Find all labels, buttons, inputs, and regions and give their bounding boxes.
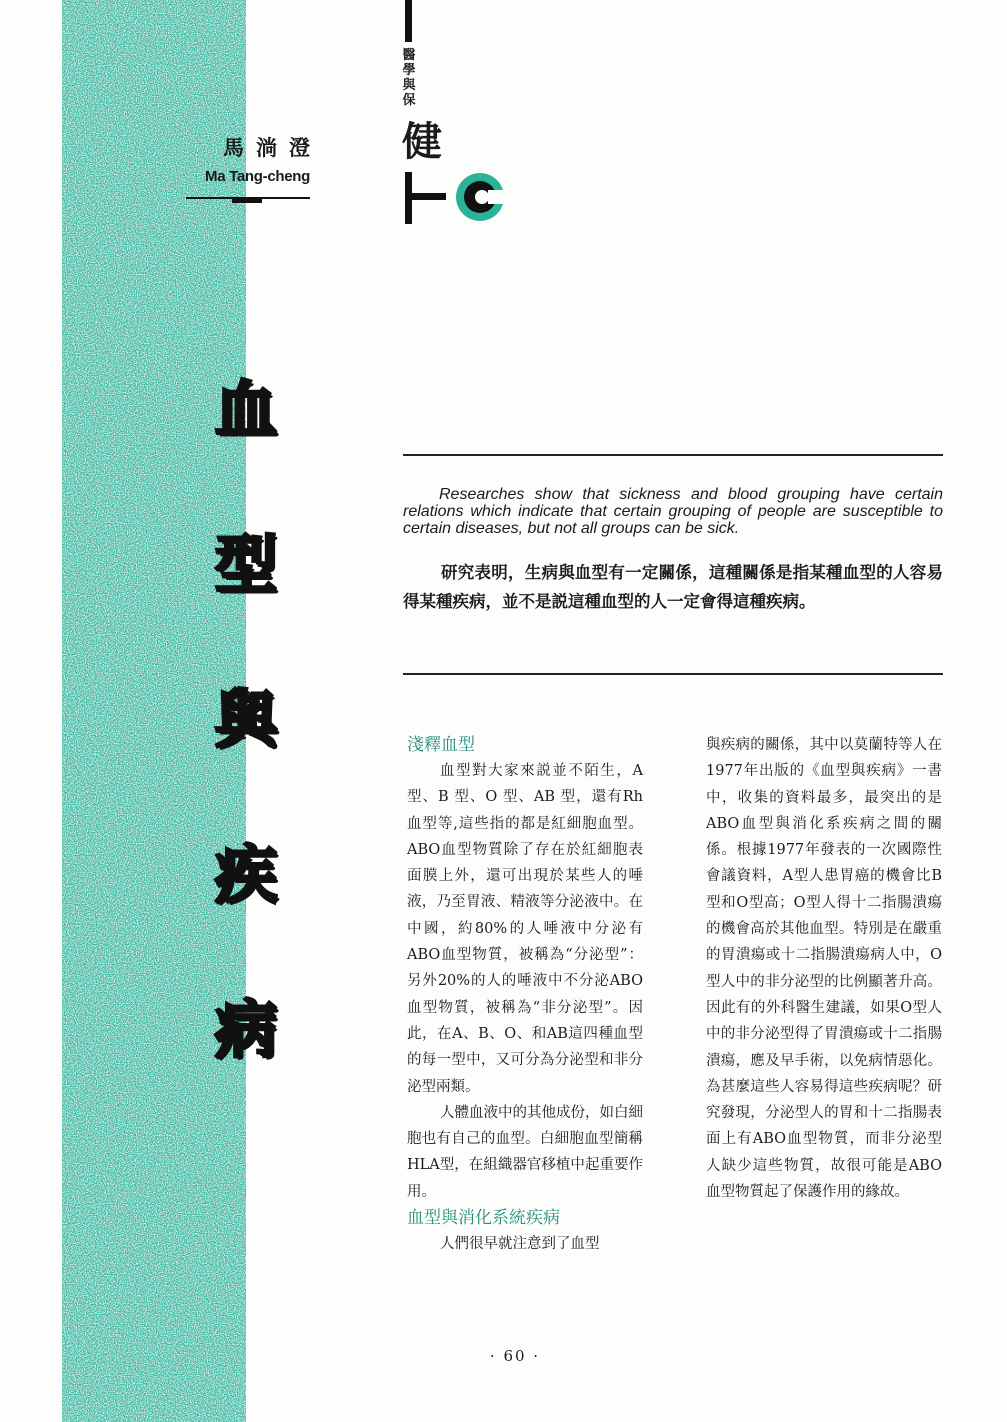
article-title <box>203 340 289 1115</box>
page-number: · 60 · <box>489 1347 541 1365</box>
section-heading: 淺釋血型 <box>407 735 475 755</box>
author-name-chinese: 馬淌澄 <box>223 136 322 160</box>
author-name-english: Ma Tang-cheng <box>205 168 310 185</box>
author-block <box>186 132 322 185</box>
body-paragraph: 人們很早就注意到了血型 <box>440 1236 600 1253</box>
abstract-rule-top <box>403 454 943 456</box>
abstract-rule-bottom <box>403 673 943 675</box>
column-logo <box>400 0 520 230</box>
article-column-right <box>706 732 942 1205</box>
column-name-vertical <box>400 48 418 108</box>
column-name-text: 醫學與保 <box>402 48 416 108</box>
author-underline-tab <box>232 197 262 203</box>
health-logo-mark-icon <box>400 160 520 230</box>
section-heading: 血型與消化系統疾病 <box>407 1208 560 1229</box>
body-paragraph: 與疾病的關係，其中以莫蘭特等人在1977年出版的《血型與疾病》一書中，收集的資料最多，最突出的是ABO血型與消化系疾病之間的關係。根據1977年發表的一次國際性會議資料，A型人患胃癌的機會比B型和O型高；O型人得十二指腸潰瘍的機會高於其他血型。特別是在嚴重的胃潰瘍或十二指腸潰瘍病人中，O型人中的非分泌型的比例顯著升高。因此有的外科醫生建議，如果O型人中的非分泌型得了胃潰瘍或十二指腸潰瘍，應及早手術，以免病情惡化。為甚麼這些人容易得這些疾病呢？研究發現，分泌型人的胃和十二指腸表面上有ABO血型物質，而非分泌型人缺少這些物質，故很可能是ABO血型物質起了保護作用的緣故。 <box>706 737 942 1201</box>
abstract-english-text: Researches show that sickness and blood grouping have certain relations which indicate that certain grouping of people are susceptible to certain diseases, but not all groups can be sick. <box>403 486 943 537</box>
abstract-chinese: 研究表明，生病與血型有一定關係，這種關係是指某種血型的人容易得某種疾病，並不是説這種血型的人一定會得這種疾病。 <box>403 563 943 611</box>
abstract-english <box>403 486 943 537</box>
title-char: 與 <box>214 683 277 756</box>
body-paragraph: 血型對大家來説並不陌生，A 型、B 型、O 型、AB 型，還有Rh血型等,這些指的都是紅細胞血型。ABO血型物質除了存在於紅細胞表面膜上外，還可出現於某些人的唾液，乃至胃液、精液等分泌液中。在中國，約80%的人唾液中分泌有ABO血型物質，被稱為“分泌型”：另外20%的人的唾液中不分泌ABO血型物質，被稱為“非分泌型”。因此，在A、B、O、和AB這四種血型的每一型中，又可分為分泌型和非分泌型兩類。 <box>407 763 643 1095</box>
body-paragraph: 人體血液中的其他成份，如白細胞也有自己的血型。白細胞血型簡稱HLA型，在組織器官移植中起重要作用。 <box>407 1104 643 1200</box>
title-char: 型 <box>214 528 277 601</box>
title-char: 病 <box>214 993 277 1066</box>
column-name-main-char: 健 <box>402 119 442 165</box>
article-column-left <box>407 732 643 1257</box>
logo-bar-top <box>405 0 412 42</box>
title-char: 疾 <box>214 838 277 911</box>
title-char: 血 <box>214 373 277 446</box>
